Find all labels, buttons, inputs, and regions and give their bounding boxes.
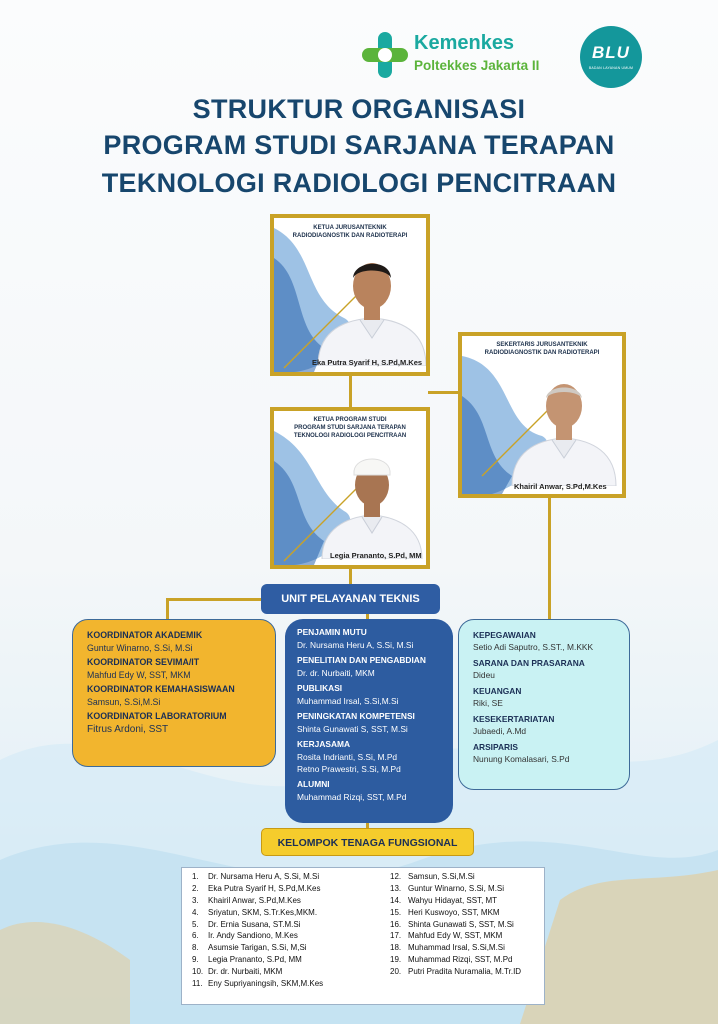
connector-line xyxy=(428,391,460,394)
kesekertariatan-value: Jubaedi, A.Md xyxy=(473,726,527,736)
list-item-name: Muhammad Rizqi, SST, M.Pd xyxy=(408,955,513,965)
kerjasama-value-2: Retno Prawestri, S.Si, M.Pd xyxy=(297,764,401,774)
list-item-number: 2. xyxy=(192,883,199,893)
ketua-prodi-role-line-2: PROGRAM STUDI SARJANA TERAPAN xyxy=(294,425,406,431)
blu-logo-tagline: BADAN LAYANAN UMUM xyxy=(588,66,634,70)
penjamin-mutu-heading: PENJAMIN MUTU xyxy=(297,627,367,637)
list-item xyxy=(390,931,521,943)
connector-line xyxy=(349,376,352,407)
list-item-number: 14. xyxy=(390,895,402,905)
list-item xyxy=(192,908,323,920)
list-item xyxy=(390,896,521,908)
list-item xyxy=(192,920,323,932)
list-item-number: 8. xyxy=(192,943,199,953)
sekretaris-jurusan-role-line-1: SEKERTARIS JURUSANTEKNIK xyxy=(496,342,588,348)
list-item-name: Guntur Winarno, S.Si, M.Si xyxy=(408,883,505,893)
list-item xyxy=(192,979,323,991)
list-item-number: 13. xyxy=(390,883,402,893)
list-item-name: Khairil Anwar, S.Pd,M.Kes xyxy=(208,895,301,905)
koordinator-akademik-value: Guntur Winarno, S.Si, M.Si xyxy=(87,643,193,653)
list-item xyxy=(390,908,521,920)
penelitian-heading: PENELITIAN DAN PENGABDIAN xyxy=(297,655,426,665)
sarana-prasarana-heading: SARANA DAN PRASARANA xyxy=(473,658,585,668)
koordinator-laboratorium-heading: KOORDINATOR LABORATORIUM xyxy=(87,711,227,721)
list-item-name: Mahfud Edy W, SST, MKM xyxy=(408,931,503,941)
list-item-name: Putri Pradita Nuramalia, M.Tr.ID xyxy=(408,967,522,977)
unit-pelayanan-teknis-header: UNIT PELAYANAN TEKNIS xyxy=(261,584,440,614)
keuangan-heading: KEUANGAN xyxy=(473,686,522,696)
connector-line xyxy=(548,498,551,619)
koordinator-box xyxy=(72,619,276,767)
list-item xyxy=(390,920,521,932)
ketua-jurusan-role-line-2: RADIODIAGNOSTIK DAN RADIOTERAPI xyxy=(292,233,408,239)
penelitian-value: Dr. dr. Nurbaiti, MKM xyxy=(297,668,375,678)
list-item xyxy=(192,872,323,884)
list-item xyxy=(390,884,521,896)
page-title-line-3: TEKNOLOGI RADIOLOGI PENCITRAAN xyxy=(101,168,617,198)
koordinator-akademik-heading: KOORDINATOR AKADEMIK xyxy=(87,630,203,640)
alumni-value: Muhammad Rizqi, SST, M.Pd xyxy=(297,792,407,802)
list-item xyxy=(390,967,521,979)
ketua-prodi-card xyxy=(270,407,430,569)
list-item xyxy=(390,872,521,884)
list-item-number: 4. xyxy=(192,907,199,917)
connector-line xyxy=(349,569,352,584)
list-item-number: 17. xyxy=(390,931,402,941)
roster-column-left xyxy=(192,872,323,991)
koordinator-kemahasiswaan-heading: KOORDINATOR KEMAHASISWAAN xyxy=(87,684,235,694)
page-title-line-2: PROGRAM STUDI SARJANA TERAPAN xyxy=(103,130,615,160)
blu-logo-word: BLU xyxy=(592,43,630,62)
list-item-number: 12. xyxy=(390,872,402,881)
arsiparis-heading: ARSIPARIS xyxy=(473,742,518,752)
kerjasama-value-1: Rosita Indrianti, S.Si, M.Pd xyxy=(297,752,398,762)
list-item-number: 1. xyxy=(192,872,199,881)
list-item-name: Ir. Andy Sandiono, M.Kes xyxy=(208,931,298,941)
unit-mutu-box xyxy=(285,619,453,823)
ketua-jurusan-name: Eka Putra Syarif H, S.Pd,M.Kes xyxy=(312,358,423,367)
ketua-prodi-role-line-1: KETUA PROGRAM STUDI xyxy=(313,417,387,423)
administrasi-box xyxy=(458,619,630,790)
ketua-jurusan-portrait-icon xyxy=(312,240,430,366)
list-item-name: Shinta Gunawati S, SST, M.Si xyxy=(408,919,514,929)
list-item-name: Dr. dr. Nurbaiti, MKM xyxy=(208,967,283,977)
keuangan-value: Riki, SE xyxy=(473,698,503,708)
peningkatan-kompetensi-heading: PENINGKATAN KOMPETENSI xyxy=(297,711,415,721)
publikasi-value: Muhammad Irsal, S.Si,M.Si xyxy=(297,696,399,706)
list-item xyxy=(192,884,323,896)
list-item-name: Wahyu Hidayat, SST, MT xyxy=(408,895,498,905)
ketua-jurusan-role-line-1: KETUA JURUSANTEKNIK xyxy=(313,225,387,231)
koordinator-kemahasiswaan-value: Samsun, S.Si,M.Si xyxy=(87,697,161,707)
ketua-jurusan-card xyxy=(270,214,430,376)
list-item-number: 20. xyxy=(390,967,402,977)
logo-title: Kemenkes xyxy=(414,32,515,54)
list-item xyxy=(192,967,323,979)
koordinator-laboratorium-value: Fitrus Ardoni, SST xyxy=(87,724,169,735)
kemenkes-logo xyxy=(360,28,540,84)
penjamin-mutu-value: Dr. Nursama Heru A, S.Si, M.Si xyxy=(297,640,414,650)
list-item-number: 10. xyxy=(192,967,204,977)
roster-column-right xyxy=(390,872,521,979)
list-item-name: Dr. Nursama Heru A, S.Si, M.Si xyxy=(208,872,320,881)
arsiparis-value: Nunung Komalasari, S.Pd xyxy=(473,754,570,764)
list-item-name: Heri Kuswoyo, SST, MKM xyxy=(408,907,500,917)
list-item-number: 19. xyxy=(390,955,402,965)
kesekertariatan-heading: KESEKERTARIATAN xyxy=(473,714,555,724)
alumni-heading: ALUMNI xyxy=(297,779,330,789)
list-item-number: 3. xyxy=(192,895,199,905)
list-item xyxy=(390,943,521,955)
logo-subtitle: Poltekkes Jakarta II xyxy=(414,58,540,73)
page-title-line-1: STRUKTUR ORGANISASI xyxy=(192,94,526,124)
list-item-name: Samsun, S.Si,M.Si xyxy=(408,872,475,881)
tenaga-fungsional-roster xyxy=(181,867,545,1005)
kepegawaian-heading: KEPEGAWAIAN xyxy=(473,630,536,640)
list-item-number: 15. xyxy=(390,907,402,917)
list-item-name: Muhammad Irsal, S.Si,M.Si xyxy=(408,943,505,953)
list-item-number: 6. xyxy=(192,931,199,941)
koordinator-sevima-value: Mahfud Edy W, SST, MKM xyxy=(87,670,191,680)
koordinator-sevima-heading: KOORDINATOR SEVIMA/IT xyxy=(87,657,200,667)
list-item-name: Eny Supriyaningsih, SKM,M.Kes xyxy=(208,979,324,989)
list-item-name: Eka Putra Syarif H, S.Pd,M.Kes xyxy=(208,883,321,893)
sekretaris-jurusan-role-line-2: RADIODIAGNOSTIK DAN RADIOTERAPI xyxy=(484,350,600,356)
list-item-number: 9. xyxy=(192,955,199,965)
list-item-name: Legia Prananto, S.Pd, MM xyxy=(208,955,302,965)
list-item-number: 5. xyxy=(192,919,199,929)
list-item-name: Asumsie Tarigan, S.Si, M,Si xyxy=(208,943,307,953)
sekretaris-jurusan-card xyxy=(458,332,626,498)
publikasi-heading: PUBLIKASI xyxy=(297,683,343,693)
peningkatan-kompetensi-value: Shinta Gunawati S, SST, M.Si xyxy=(297,724,408,734)
blu-logo xyxy=(580,26,642,88)
connector-line xyxy=(166,598,262,601)
list-item-name: Sriyatun, SKM, S.Tr.Kes,MKM. xyxy=(208,907,318,917)
sekretaris-jurusan-portrait-icon xyxy=(504,358,622,486)
list-item xyxy=(390,955,521,967)
sarana-prasarana-value: Dideu xyxy=(473,670,495,680)
kelompok-tenaga-fungsional-header: KELOMPOK TENAGA FUNGSIONAL xyxy=(261,828,474,856)
ketua-prodi-portrait-icon xyxy=(312,441,430,559)
list-item-number: 16. xyxy=(390,919,402,929)
list-item-number: 18. xyxy=(390,943,402,953)
ketua-prodi-name: Legia Prananto, S.Pd, MM xyxy=(330,551,422,560)
sekretaris-jurusan-name: Khairil Anwar, S.Pd,M.Kes xyxy=(514,482,607,491)
kerjasama-heading: KERJASAMA xyxy=(297,739,351,749)
list-item xyxy=(192,955,323,967)
connector-line xyxy=(166,598,169,619)
list-item xyxy=(192,896,323,908)
list-item-name: Dr. Ernia Susana, ST.M.Si xyxy=(208,919,301,929)
kemenkes-emblem-icon xyxy=(360,30,410,80)
list-item xyxy=(192,931,323,943)
list-item xyxy=(192,943,323,955)
ketua-prodi-role-line-3: TEKNOLOGI RADIOLOGI PENCITRAAN xyxy=(293,433,407,439)
kepegawaian-value: Setio Adi Saputro, S.ST., M.KKK xyxy=(473,642,594,652)
list-item-number: 11. xyxy=(192,979,203,989)
